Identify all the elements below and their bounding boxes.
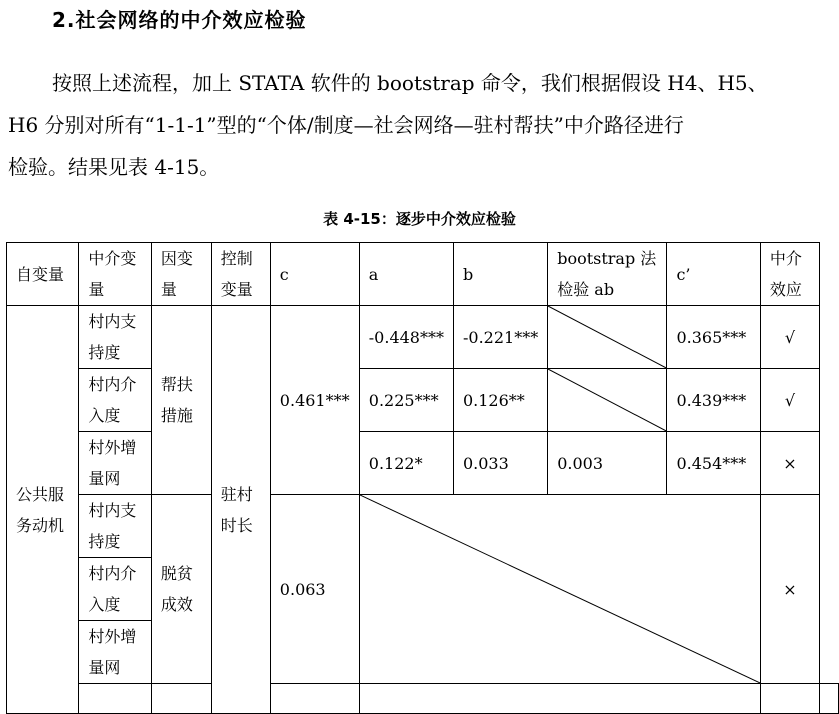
control-cell: 驻村时长 — [211, 306, 270, 714]
partial-cell — [359, 684, 760, 714]
partial-cell — [79, 684, 151, 714]
dv-cell: 帮扶措施 — [151, 306, 211, 495]
c-cell: 0.461*** — [270, 306, 359, 495]
mediation-cell: √ — [760, 306, 819, 369]
mediation-cell: × — [760, 495, 819, 684]
diagonal-slash — [548, 306, 666, 368]
table-row — [7, 432, 839, 495]
header-mediator: 中介变量 — [79, 243, 151, 306]
c-cell: 0.063 — [270, 495, 359, 684]
bootstrap-empty-cell — [548, 369, 667, 432]
a-cell: 0.122* — [359, 432, 453, 495]
header-mediation: 中介效应 — [760, 243, 819, 306]
paragraph-line-3: 检验。结果见表 4-15。 — [8, 155, 220, 179]
header-dv: 因变量 — [151, 243, 211, 306]
mediator-cell: 村内支持度 — [79, 306, 151, 369]
mediator-cell: 村外增量网 — [79, 621, 151, 684]
paragraph-line-1: 按照上述流程，加上 STATA 软件的 bootstrap 命令，我们根据假设 H4、H5、 — [52, 71, 768, 95]
a-cell: 0.225*** — [359, 369, 453, 432]
mediator-cell: 村内支持度 — [79, 495, 151, 558]
iv-cell: 公共服务动机 — [7, 306, 79, 714]
mediation-test-table — [6, 242, 839, 714]
mediator-cell: 村外增量网 — [79, 432, 151, 495]
paragraph-line-2: H6 分别对所有“1-1-1”型的“个体/制度—社会网络—驻村帮扶”中介路径进行 — [8, 113, 684, 137]
mediator-cell: 村内介入度 — [79, 558, 151, 621]
table-row-partial — [7, 684, 839, 714]
mediator-cell: 村内介入度 — [79, 369, 151, 432]
partial-cell — [151, 684, 211, 714]
table-row — [7, 306, 839, 369]
section-heading: 2.社会网络的中介效应检验 — [52, 8, 307, 32]
b-cell: 0.126** — [453, 369, 547, 432]
header-b: b — [453, 243, 547, 306]
mediation-cell: × — [760, 432, 819, 495]
bootstrap-empty-cell — [548, 306, 667, 369]
diagonal-slash — [548, 369, 666, 431]
partial-cell — [820, 684, 839, 714]
header-a: a — [359, 243, 453, 306]
dv-cell: 脱贫成效 — [151, 495, 211, 684]
table-row — [7, 369, 839, 432]
c-prime-cell: 0.439*** — [667, 369, 760, 432]
c-prime-cell: 0.365*** — [667, 306, 760, 369]
table-caption: 表 4-15：逐步中介效应检验 — [323, 210, 516, 228]
b-cell: -0.221*** — [453, 306, 547, 369]
empty-block-cell — [359, 495, 760, 684]
header-c-prime: c’ — [667, 243, 760, 306]
mediation-cell: √ — [760, 369, 819, 432]
header-iv: 自变量 — [7, 243, 79, 306]
b-cell: 0.033 — [453, 432, 547, 495]
partial-cell — [270, 684, 359, 714]
header-bootstrap: bootstrap 法检验 ab — [548, 243, 667, 306]
table-row — [7, 495, 839, 558]
bootstrap-cell: 0.003 — [548, 432, 667, 495]
body-paragraph — [8, 62, 834, 188]
c-prime-cell: 0.454*** — [667, 432, 760, 495]
diagonal-slash — [360, 495, 760, 683]
table-header-row — [7, 243, 839, 306]
partial-cell — [760, 684, 819, 714]
a-cell: -0.448*** — [359, 306, 453, 369]
header-control: 控制变量 — [211, 243, 270, 306]
header-c: c — [270, 243, 359, 306]
